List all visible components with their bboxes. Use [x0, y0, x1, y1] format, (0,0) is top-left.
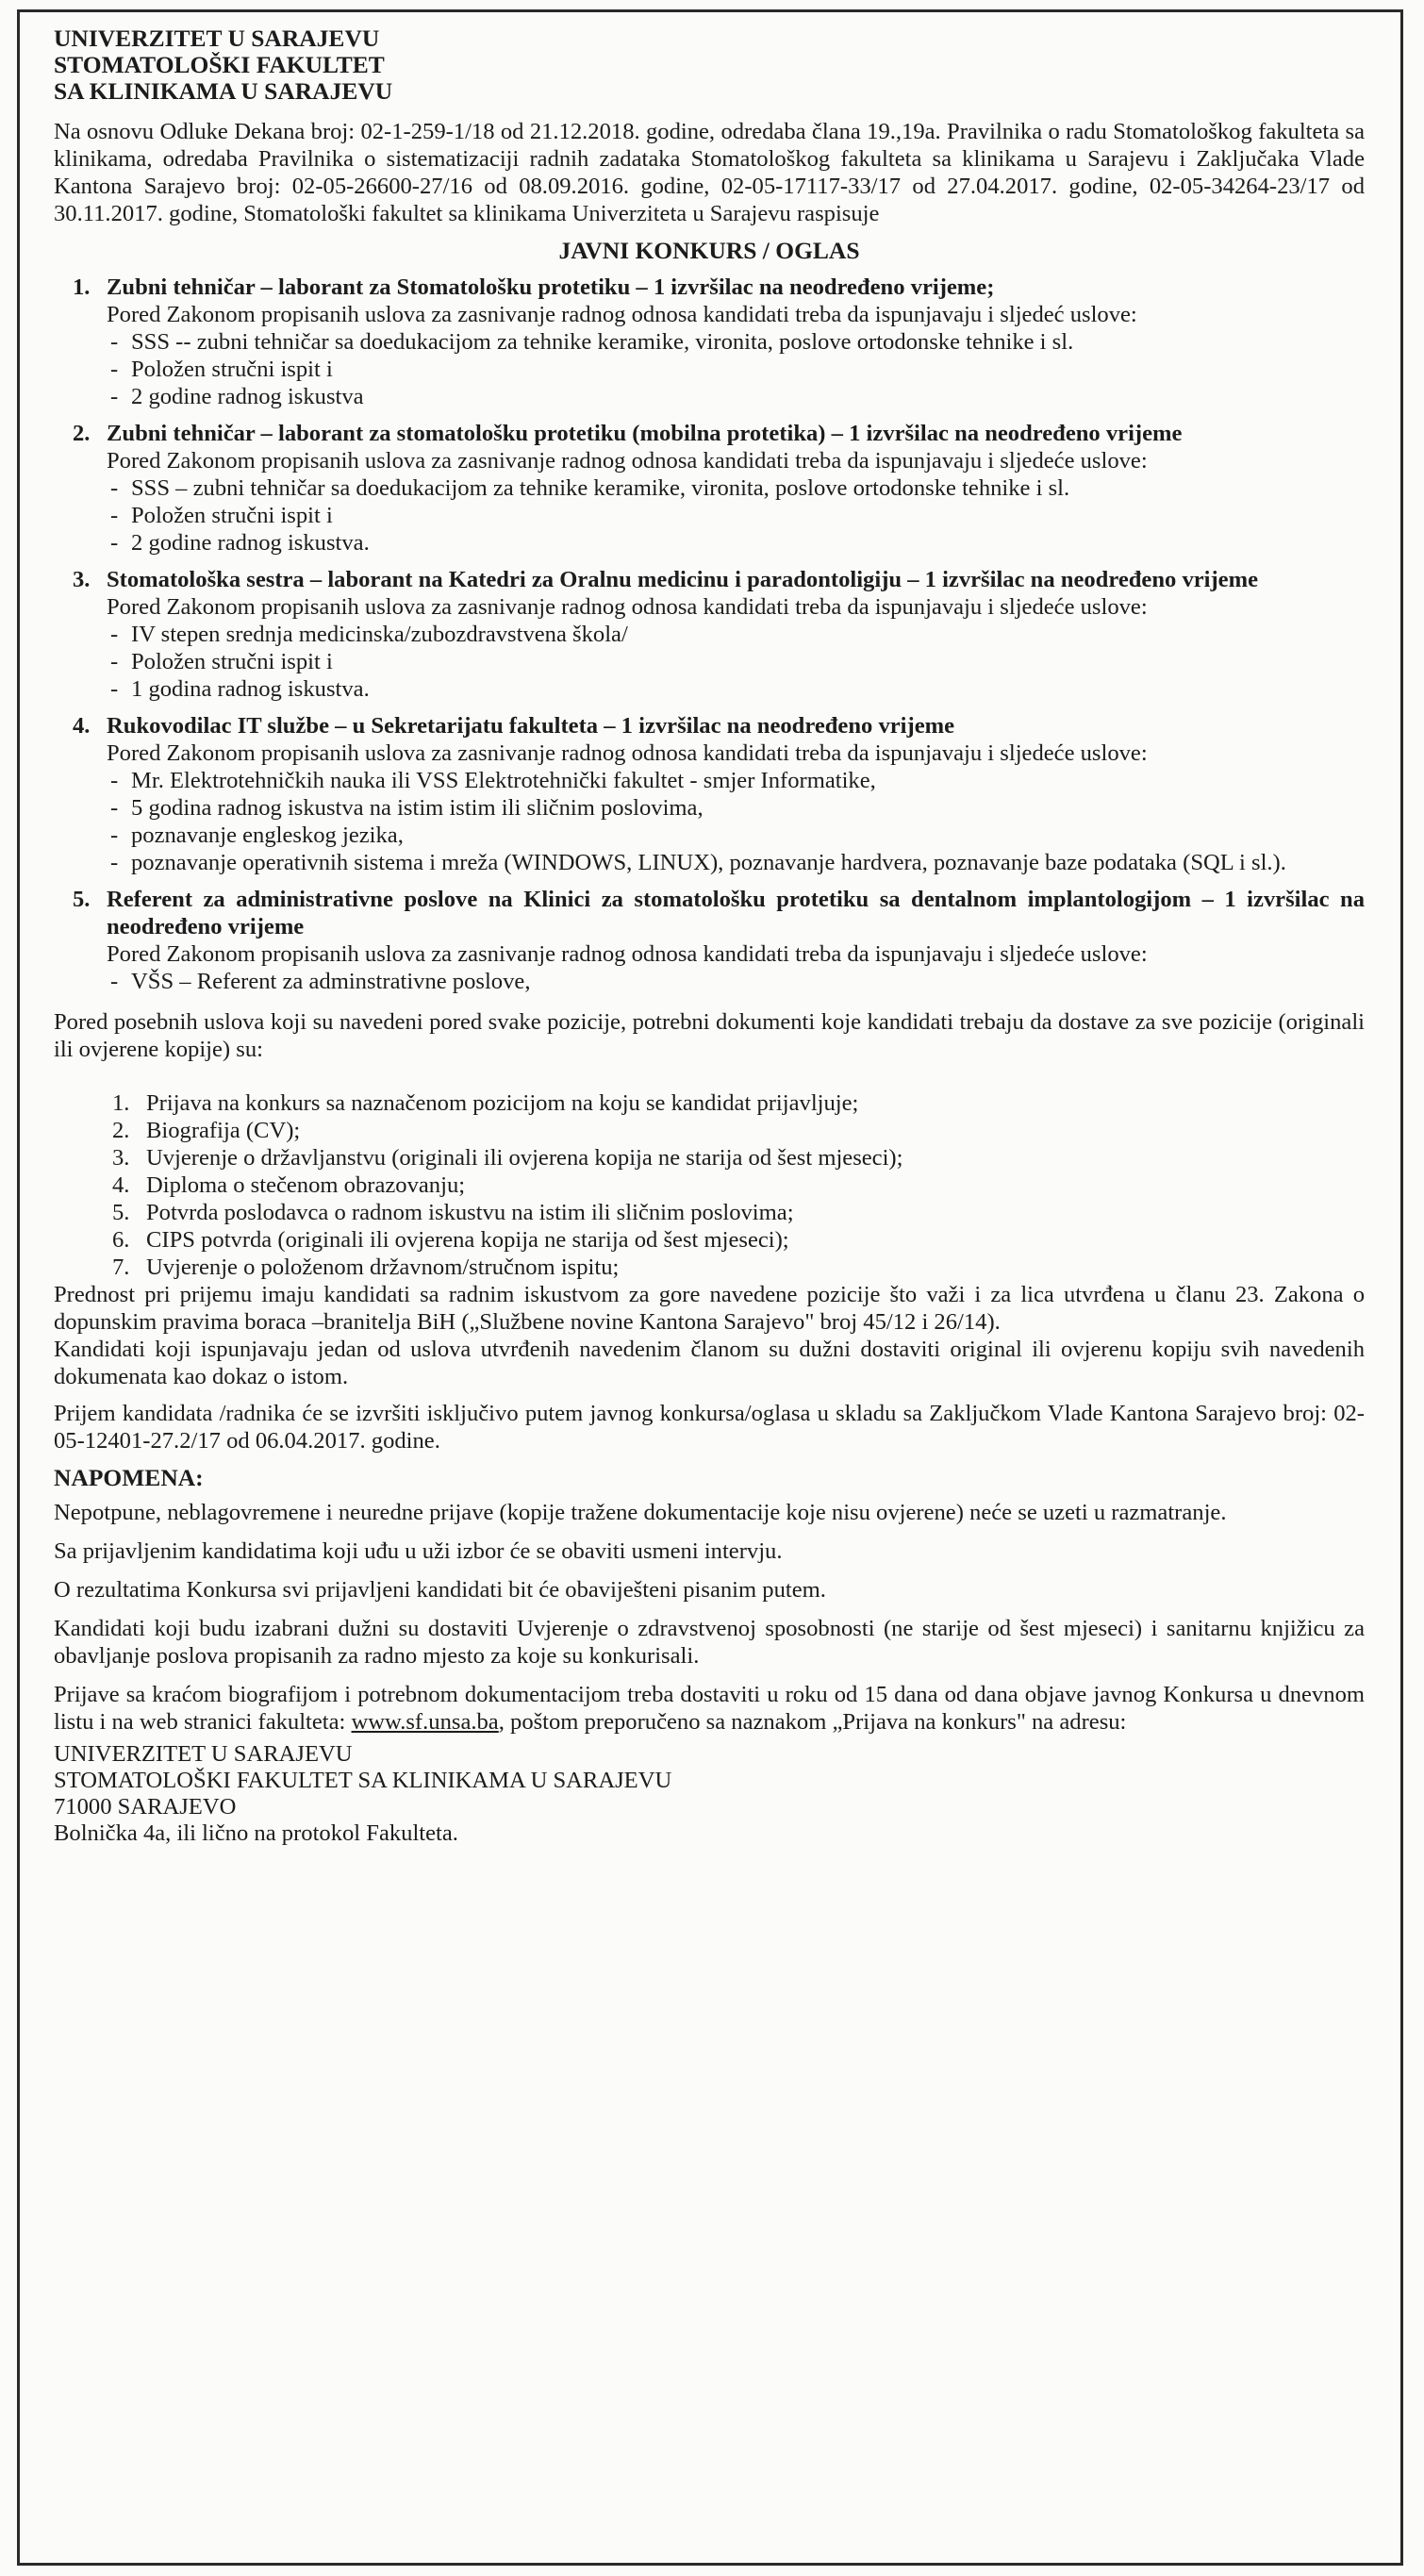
address-line-1: UNIVERZITET U SARAJEVU [54, 1741, 353, 1767]
document-text: Diploma o stečenom obrazovanju; [146, 1172, 466, 1198]
position-intro: Pored Zakonom propisanih uslova za zasnivanje radnog odnosa kandidati treba da ispunjavaju i sljedeće uslove: [107, 941, 1148, 967]
document-text: Prijava na konkurs sa naznačenom pozicijom na koju se kandidat prijavljuje; [146, 1090, 859, 1116]
requirement-item: - 2 godine radnog iskustva [107, 383, 1365, 410]
position-number: 5. [73, 887, 91, 912]
position-intro: Pored Zakonom propisanih uslova za zasnivanje radnog odnosa kandidati treba da ispunjavaju i sljedeće uslove: [107, 448, 1148, 474]
position-item [54, 274, 1365, 410]
document-item [112, 1144, 1365, 1172]
requirement-text: Položen stručni ispit i [131, 357, 333, 382]
requirement-item: - 2 godine radnog iskustva. [107, 529, 1365, 557]
header-line-3: SA KLINIKAMA U SARAJEVU [54, 77, 393, 105]
intro-paragraph: Na osnovu Odluke Dekana broj: 02-1-259-1/18 od 21.12.2018. godine, odredaba člana 19.,19a. Pravilnika o radu Stomatološkog fakulteta sa klinikama, odredaba Pravilnika o sistematizaciji radnih zadataka Stomatološkog fakulteta sa klinikama u Sarajevu i Zaključaka Vlade Kantona Sarajevo broj: 02-05-26600-27/16 od 08.09.2016. godine, 02-05-17117-33/17 od 27.04.2017. godine, 02-05-34264-23/17 od 30.11.2017. godine, Stomatološki fakultet sa klinikama Univerziteta u Sarajevu raspisuje [54, 119, 1365, 226]
header-line-1: UNIVERZITET U SARAJEVU [54, 25, 380, 52]
requirement-text: SSS – zubni tehničar sa doedukacijom za tehnike keramike, vironita, poslove ortodonske tehnike i sl. [131, 475, 1070, 501]
requirement-text: poznavanje engleskog jezika, [131, 823, 404, 848]
requirement-text: 2 godine radnog iskustva. [131, 530, 370, 556]
note-paragraph: Sa prijavljenim kandidatima koji uđu u uži izbor će se obaviti usmeni intervju. [54, 1538, 783, 1564]
requirement-text: 1 godina radnog iskustva. [131, 676, 370, 702]
requirement-item: - poznavanje engleskog jezika, [107, 822, 1365, 849]
document-item [112, 1117, 1365, 1144]
requirement-item: - Položen stručni ispit i [107, 356, 1365, 383]
document-number: 5. [112, 1200, 130, 1225]
document-item [112, 1089, 1365, 1117]
position-item [54, 420, 1365, 557]
requirement-item: - Položen stručni ispit i [107, 502, 1365, 529]
position-number: 1. [73, 274, 91, 300]
position-number: 3. [73, 567, 91, 592]
documents-intro: Pored posebnih uslova koji su navedeni pored svake pozicije, potrebni dokumenti koje kandidati trebaju da dostave za sve pozicije (originali ili ovjerene kopije) su: [54, 1009, 1365, 1062]
position-title: Zubni tehničar – laborant za stomatološku protetiku (mobilna protetika) – 1 izvršilac na neodređeno vrijeme [107, 421, 1183, 446]
requirement-item: - SSS – zubni tehničar sa doedukacijom za tehnike keramike, vironita, poslove ortodonske tehnike i sl. [107, 474, 1365, 502]
document-number: 1. [112, 1090, 130, 1116]
position-intro: Pored Zakonom propisanih uslova za zasnivanje radnog odnosa kandidati treba da ispunjavaju i sljedeće uslove: [107, 594, 1148, 620]
position-title: Rukovodilac IT službe – u Sekretarijatu fakulteta – 1 izvršilac na neodređeno vrijeme [107, 713, 955, 739]
submission-paragraph [54, 1681, 1365, 1736]
requirement-text: 2 godine radnog iskustva [131, 384, 364, 409]
position-item [54, 566, 1365, 703]
address-line-3: 71000 SARAJEVO [54, 1794, 237, 1820]
document-item [112, 1199, 1365, 1226]
position-number: 2. [73, 421, 91, 446]
submission-text: Prijave sa kraćom biografijom i potrebnom dokumentacijom treba dostaviti u roku od 15 dana od dana objave javnog Konkursa u dnevnom listu i na web stranici fakulteta: [54, 1682, 1365, 1735]
document-item [112, 1172, 1365, 1199]
requirement-item: - 1 godina radnog iskustva. [107, 675, 1365, 703]
address-line-2: STOMATOLOŠKI FAKULTET SA KLINIKAMA U SARAJEVU [54, 1768, 672, 1793]
position-intro: Pored Zakonom propisanih uslova za zasnivanje radnog odnosa kandidati treba da ispunjavaju i sljedeće uslove: [107, 740, 1148, 766]
document-text: Uvjerenje o državljanstvu (originali ili ovjerena kopija ne starija od šest mjeseci); [146, 1145, 903, 1171]
position-number: 4. [73, 713, 91, 739]
requirement-item: - SSS -- zubni tehničar sa doedukacijom za tehnike keramike, vironita, poslove ortodonske tehnike i sl. [107, 328, 1365, 356]
eligibility-paragraph: Kandidati koji ispunjavaju jedan od uslova utvrđenih navedenim članom su dužni dostaviti original ili ovjerenu kopiju svih navedenih dokumenata kao dokaz o istom. [54, 1337, 1365, 1389]
document-item [112, 1226, 1365, 1254]
requirement-item: - IV stepen srednja medicinska/zubozdravstvena škola/ [107, 621, 1365, 648]
position-item [54, 886, 1365, 995]
document-number: 7. [112, 1255, 130, 1280]
admission-paragraph: Prijem kandidata /radnika će se izvršiti isključivo putem javnog konkursa/oglasa u skladu sa Zaključkom Vlade Kantona Sarajevo broj: 02-05-12401-27.2/17 od 06.04.2017. godine. [54, 1401, 1365, 1454]
requirement-text: Položen stručni ispit i [131, 503, 333, 528]
requirement-text: poznavanje operativnih sistema i mreža (WINDOWS, LINUX), poznavanje hardvera, poznavanje baze podataka (SQL i sl.). [131, 850, 1286, 875]
note-paragraph: O rezultatima Konkursa svi prijavljeni kandidati bit će obaviješteni pisanim putem. [54, 1577, 826, 1603]
requirement-item: - Mr. Elektrotehničkih nauka ili VSS Elektrotehnički fakultet - smjer Informatike, [107, 767, 1365, 794]
position-title: Zubni tehničar – laborant za Stomatološku protetiku – 1 izvršilac na neodređeno vrijeme; [107, 274, 995, 300]
requirement-text: VŠS – Referent za adminstrativne poslove, [131, 969, 531, 994]
requirement-text: Mr. Elektrotehničkih nauka ili VSS Elektrotehnički fakultet - smjer Informatike, [131, 768, 876, 793]
documents-list [54, 1089, 1365, 1281]
position-title: Stomatološka sestra – laborant na Katedri za Oralnu medicinu i paradontoligiju – 1 izvršilac na neodređeno vrijeme [107, 567, 1259, 592]
position-intro: Pored Zakonom propisanih uslova za zasnivanje radnog odnosa kandidati treba da ispunjavaju i sljedeć uslove: [107, 302, 1137, 327]
address-line-4: Bolnička 4a, ili lično na protokol Fakulteta. [54, 1820, 458, 1846]
announcement-title: JAVNI KONKURS / OGLAS [558, 237, 860, 264]
requirement-text: 5 godina radnog iskustva na istim istim ili sličnim poslovima, [131, 795, 704, 821]
submission-text-end: , poštom preporučeno sa naznakom „Prijava na konkurs" na adresu: [498, 1709, 1127, 1735]
document-number: 2. [112, 1118, 130, 1143]
requirement-item: - poznavanje operativnih sistema i mreža (WINDOWS, LINUX), poznavanje hardvera, poznavanje baze podataka (SQL i sl.). [107, 849, 1365, 876]
announcement-frame [17, 9, 1403, 2566]
requirement-text: IV stepen srednja medicinska/zubozdravstvena škola/ [131, 622, 628, 647]
document-number: 4. [112, 1172, 130, 1198]
mailing-address [54, 1741, 1365, 1847]
document-item [112, 1254, 1365, 1281]
requirement-item: - VŠS – Referent za adminstrativne poslove, [107, 968, 1365, 995]
note-paragraph: Nepotpune, neblagovremene i neuredne prijave (kopije tražene dokumentacije koje nisu ovjerene) neće se uzeti u razmatranje. [54, 1500, 1227, 1525]
document-text: Uvjerenje o položenom državnom/stručnom ispitu; [146, 1255, 620, 1280]
requirement-text: SSS -- zubni tehničar sa doedukacijom za tehnike keramike, vironita, poslove ortodonske tehnike i sl. [131, 329, 1074, 355]
requirement-item: - 5 godina radnog iskustva na istim istim ili sličnim poslovima, [107, 794, 1365, 822]
document-number: 6. [112, 1227, 130, 1253]
requirement-item: - Položen stručni ispit i [107, 648, 1365, 675]
header-line-2: STOMATOLOŠKI FAKULTET [54, 51, 385, 78]
requirement-text: Položen stručni ispit i [131, 649, 333, 674]
document-text: Potvrda poslodavca o radnom iskustvu na istim ili sličnim poslovima; [146, 1200, 794, 1225]
faculty-website-link[interactable]: www.sf.unsa.ba [351, 1709, 499, 1735]
document-text: CIPS potvrda (originali ili ovjerena kopija ne starija od šest mjeseci); [146, 1227, 789, 1253]
position-title: Referent za administrativne poslove na Klinici za stomatološku protetiku sa dentalnom implantologijom – 1 izvršilac na neodređeno vrijeme [107, 887, 1365, 939]
note-title: NAPOMENA: [54, 1464, 204, 1491]
advantage-paragraph: Prednost pri prijemu imaju kandidati sa radnim iskustvom za gore navedene pozicije što važi i za lica utvrđena u članu 23. Zakona o dopunskim pravima boraca –branitelja BiH („Službene novine Kantona Sarajevo" broj 45/12 i 26/14). [54, 1282, 1365, 1335]
document-text: Biografija (CV); [146, 1118, 301, 1143]
document-number: 3. [112, 1145, 130, 1171]
note-paragraph: Kandidati koji budu izabrani dužni su dostaviti Uvjerenje o zdravstvenoj sposobnosti (ne starije od šest mjeseci) i sanitarnu knjižicu za obavljanje poslova propisanih za radno mjesto za koje su konkurisali. [54, 1616, 1365, 1669]
position-item [54, 712, 1365, 876]
institution-header [54, 25, 1365, 105]
